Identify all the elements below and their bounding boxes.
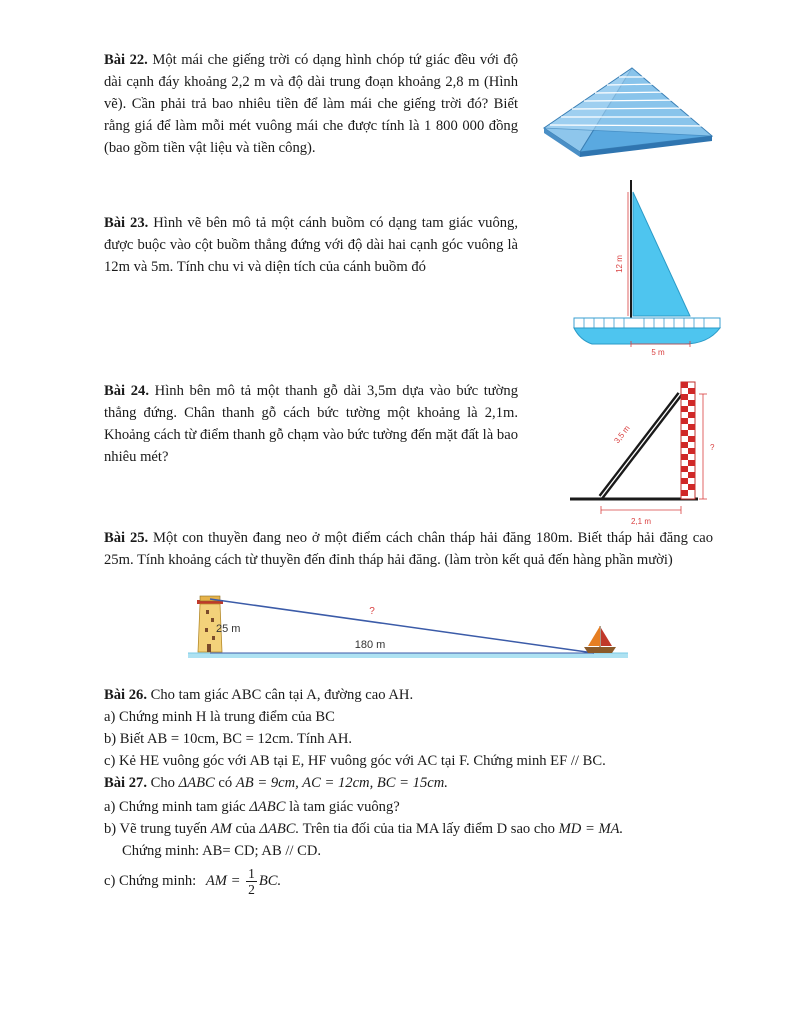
- exercise-26-title: Bài 26.: [104, 687, 147, 703]
- exercise-22: [104, 49, 518, 159]
- exercise-27-part-b: b) Vẽ trung tuyến AM của ΔABC. Trên tia đối của tia MA lấy điểm D sao cho MD = MA.: [104, 821, 624, 837]
- exercise-23: [104, 212, 518, 278]
- exercise-27-title: Bài 27.: [104, 775, 147, 791]
- exercise-24: [104, 380, 518, 468]
- stick-length-label: 3,5 m: [612, 423, 632, 446]
- hypotenuse-unknown-label: ?: [369, 606, 375, 617]
- boat: [584, 626, 616, 653]
- stick-base-label: 2,1 m: [630, 517, 652, 526]
- exercise-25-text: Một con thuyền đang neo ở một điểm cách chân tháp hải đăng 180m. Biết tháp hải đăng cao 25m. Tính khoảng cách từ thuyền đến đỉnh tháp hải đăng. (làm tròn kết quả đến hàng phần mười): [104, 530, 713, 568]
- exercise-26-part-a: a) Chứng minh H là trung điểm của BC: [104, 709, 335, 725]
- exercise-26-intro: Bài 26. Cho tam giác ABC cân tại A, đường cao AH.: [104, 687, 414, 703]
- sail-figure: [572, 178, 722, 358]
- boat-distance-label: 180 m: [354, 639, 386, 651]
- exercise-23-title: Bài 23.: [104, 215, 149, 231]
- sail-base-label: 5 m: [651, 348, 665, 357]
- exercise-23-text: Hình vẽ bên mô tả một cánh buồm có dạng tam giác vuông, được buộc vào cột buồm thẳng đứng với độ dài hai cạnh góc vuông là 12m và 5m. Tính chu vi và diện tích của cánh buồm đó: [104, 215, 518, 275]
- leaning-stick-figure: [570, 380, 720, 530]
- checkered-wall: [681, 382, 695, 499]
- exercise-24-title: Bài 24.: [104, 383, 149, 399]
- sail-height-label: 12 m: [615, 255, 624, 273]
- exercise-24-text: Hình bên mô tả một thanh gỗ dài 3,5m dựa vào bức tường thẳng đứng. Chân thanh gỗ cách bức tường một khoảng là 2,1m. Khoảng cách từ điểm thanh gỗ chạm vào bức tường đến mặt đất là bao nhiêu mét?: [104, 383, 518, 465]
- exercise-26-part-b: b) Biết AB = 10cm, BC = 12cm. Tính AH.: [104, 731, 353, 747]
- exercise-27-part-c: c) Chứng minh: AM = $\frac{1}{2}$ BC.: [104, 866, 282, 898]
- lighthouse-height-label: 25 m: [216, 623, 241, 635]
- lighthouse-boat-figure: [188, 594, 628, 658]
- exercise-22-text: Một mái che giếng trời có dạng hình chóp tứ giác đều với độ dài cạnh đáy khoảng 2,2 m và độ dài trung đoạn khoảng 2,8 m (Hình vẽ). Cần phải trả bao nhiêu tiền để làm mái che giếng trời đó? Biết rằng giá để làm mỗi mét vuông mái che được tính là 1 800 000 đồng (bao gồm tiền vật liệu và tiền công).: [104, 52, 518, 156]
- unknown-height-label: ?: [710, 443, 715, 452]
- exercise-25-title: Bài 25.: [104, 530, 149, 546]
- exercise-27-lengths: AB = 9cm, AC = 12cm, BC = 15cm.: [235, 775, 448, 791]
- exercise-25: [104, 527, 713, 571]
- exercise-27-part-b-proof: Chứng minh: AB= CD; AB // CD.: [122, 843, 322, 859]
- exercise-22-title: Bài 22.: [104, 52, 148, 68]
- pyramid-roof-figure: [540, 64, 720, 164]
- exercise-26-part-c: c) Kẻ HE vuông góc với AB tại E, HF vuông góc với AC tại F. Chứng minh EF // BC.: [104, 753, 606, 769]
- exercise-27-part-a: a) Chứng minh tam giác ΔABC là tam giác vuông?: [104, 799, 400, 815]
- one-half-fraction: $\frac{1}{2}$: [248, 866, 255, 898]
- exercise-27-intro: Bài 27. Cho ΔABC có AB = 9cm, AC = 12cm, BC = 15cm.: [104, 775, 448, 791]
